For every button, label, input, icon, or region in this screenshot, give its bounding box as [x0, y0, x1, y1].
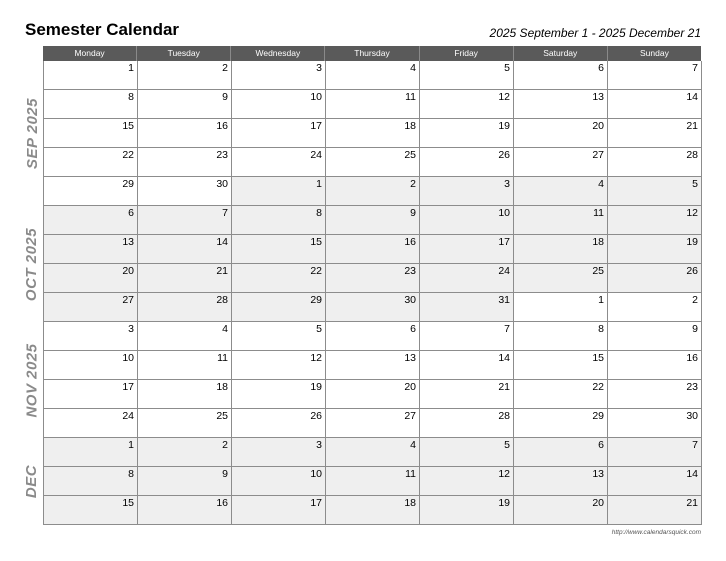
day-cell[interactable]: 24 [420, 264, 514, 293]
week-row [44, 177, 702, 206]
day-cell[interactable]: 16 [608, 351, 702, 380]
day-cell[interactable]: 1 [514, 293, 608, 322]
day-cell[interactable]: 27 [326, 409, 420, 438]
week-row [44, 235, 702, 264]
day-cell[interactable]: 4 [514, 177, 608, 206]
day-cell[interactable]: 13 [514, 467, 608, 496]
weekday-header-wednesday: Wednesday [231, 46, 325, 61]
day-cell[interactable]: 8 [44, 90, 138, 119]
day-cell[interactable]: 19 [608, 235, 702, 264]
day-cell[interactable]: 28 [608, 148, 702, 177]
month-label-text: SEP 2025 [23, 98, 41, 169]
day-cell[interactable]: 30 [608, 409, 702, 438]
day-cell[interactable]: 10 [420, 206, 514, 235]
day-cell[interactable]: 9 [138, 90, 232, 119]
day-cell[interactable]: 17 [44, 380, 138, 409]
day-cell[interactable]: 15 [514, 351, 608, 380]
day-cell[interactable]: 3 [232, 61, 326, 90]
week-row [44, 206, 702, 235]
day-cell[interactable]: 14 [608, 90, 702, 119]
month-label-text: DEC [23, 464, 41, 499]
date-range: 2025 September 1 - 2025 December 21 [489, 26, 701, 40]
month-label-text: NOV 2025 [23, 342, 41, 418]
week-row [44, 409, 702, 438]
day-cell[interactable]: 9 [326, 206, 420, 235]
day-cell[interactable]: 19 [420, 119, 514, 148]
day-cell[interactable]: 6 [326, 322, 420, 351]
week-row [44, 351, 702, 380]
week-row [44, 293, 702, 322]
weekday-header-thursday: Thursday [325, 46, 419, 61]
day-cell[interactable]: 6 [514, 438, 608, 467]
day-cell[interactable]: 12 [232, 351, 326, 380]
day-cell[interactable]: 8 [514, 322, 608, 351]
day-cell[interactable]: 8 [44, 467, 138, 496]
day-cell[interactable]: 23 [326, 264, 420, 293]
day-cell[interactable]: 17 [420, 235, 514, 264]
week-row [44, 90, 702, 119]
day-cell[interactable]: 18 [138, 380, 232, 409]
day-cell[interactable]: 15 [44, 119, 138, 148]
day-cell[interactable]: 29 [514, 409, 608, 438]
day-cell[interactable]: 2 [138, 61, 232, 90]
day-cell[interactable]: 4 [138, 322, 232, 351]
day-cell[interactable]: 2 [608, 293, 702, 322]
day-cell[interactable]: 25 [138, 409, 232, 438]
month-label-text: OCT 2025 [23, 227, 41, 301]
day-cell[interactable]: 1 [44, 61, 138, 90]
day-cell[interactable]: 15 [44, 496, 138, 525]
day-cell[interactable]: 23 [608, 380, 702, 409]
day-cell[interactable]: 20 [514, 496, 608, 525]
day-cell[interactable]: 5 [420, 61, 514, 90]
day-cell[interactable]: 16 [138, 496, 232, 525]
day-cell[interactable]: 11 [514, 206, 608, 235]
day-cell[interactable]: 25 [514, 264, 608, 293]
footer-link[interactable]: http://www.calendarsquick.com [611, 529, 701, 536]
day-cell[interactable]: 14 [138, 235, 232, 264]
week-row [44, 61, 702, 90]
day-cell[interactable]: 12 [420, 467, 514, 496]
day-cell[interactable]: 9 [138, 467, 232, 496]
day-cell[interactable]: 21 [138, 264, 232, 293]
day-cell[interactable]: 3 [232, 438, 326, 467]
day-cell[interactable]: 12 [608, 206, 702, 235]
weekday-header [43, 46, 701, 61]
calendar-grid [43, 61, 702, 525]
day-cell[interactable]: 21 [608, 119, 702, 148]
day-cell[interactable]: 10 [232, 90, 326, 119]
week-row [44, 119, 702, 148]
day-cell[interactable]: 22 [232, 264, 326, 293]
day-cell[interactable]: 20 [514, 119, 608, 148]
day-cell[interactable]: 27 [514, 148, 608, 177]
weekday-header-monday: Monday [43, 46, 137, 61]
day-cell[interactable]: 13 [44, 235, 138, 264]
day-cell[interactable]: 10 [232, 467, 326, 496]
day-cell[interactable]: 24 [232, 148, 326, 177]
day-cell[interactable]: 6 [514, 61, 608, 90]
weekday-header-sunday: Sunday [639, 48, 669, 58]
day-cell[interactable]: 17 [232, 119, 326, 148]
day-cell[interactable]: 22 [514, 380, 608, 409]
day-cell[interactable]: 5 [608, 177, 702, 206]
day-cell[interactable]: 23 [138, 148, 232, 177]
week-row [44, 467, 702, 496]
day-cell[interactable]: 2 [326, 177, 420, 206]
day-cell[interactable]: 11 [138, 351, 232, 380]
day-cell[interactable]: 14 [608, 467, 702, 496]
week-row [44, 496, 702, 525]
day-cell[interactable]: 13 [514, 90, 608, 119]
day-cell[interactable]: 22 [44, 148, 138, 177]
day-cell[interactable]: 10 [44, 351, 138, 380]
day-cell[interactable]: 30 [326, 293, 420, 322]
day-cell[interactable]: 28 [420, 409, 514, 438]
day-cell[interactable]: 18 [326, 119, 420, 148]
week-row [44, 380, 702, 409]
weekday-header-saturday: Saturday [514, 46, 608, 61]
day-cell[interactable]: 13 [326, 351, 420, 380]
day-cell[interactable]: 17 [232, 496, 326, 525]
day-cell[interactable]: 29 [232, 293, 326, 322]
day-cell[interactable]: 31 [420, 293, 514, 322]
day-cell[interactable]: 7 [608, 61, 702, 90]
day-cell[interactable]: 24 [44, 409, 138, 438]
day-cell[interactable]: 21 [420, 380, 514, 409]
day-cell[interactable]: 19 [420, 496, 514, 525]
day-cell[interactable]: 12 [420, 90, 514, 119]
day-cell[interactable]: 3 [420, 177, 514, 206]
week-row [44, 148, 702, 177]
day-cell[interactable]: 28 [138, 293, 232, 322]
day-cell[interactable]: 6 [44, 206, 138, 235]
month-label [22, 206, 42, 322]
weekday-header-tuesday: Tuesday [137, 46, 231, 61]
day-cell[interactable]: 3 [44, 322, 138, 351]
day-cell[interactable]: 5 [420, 438, 514, 467]
day-cell[interactable]: 26 [232, 409, 326, 438]
page-title: Semester Calendar [25, 20, 180, 39]
day-cell[interactable]: 18 [514, 235, 608, 264]
day-cell[interactable]: 14 [420, 351, 514, 380]
day-cell[interactable]: 30 [138, 177, 232, 206]
month-label [22, 438, 42, 525]
day-cell[interactable]: 2 [138, 438, 232, 467]
day-cell[interactable]: 7 [608, 438, 702, 467]
day-cell[interactable]: 4 [326, 438, 420, 467]
day-cell[interactable]: 15 [232, 235, 326, 264]
day-cell[interactable]: 29 [44, 177, 138, 206]
day-cell[interactable]: 11 [326, 90, 420, 119]
day-cell[interactable]: 26 [608, 264, 702, 293]
day-cell[interactable]: 16 [138, 119, 232, 148]
day-cell[interactable]: 1 [232, 177, 326, 206]
day-cell[interactable]: 11 [326, 467, 420, 496]
month-label [22, 322, 42, 438]
day-cell[interactable]: 7 [420, 322, 514, 351]
day-cell[interactable]: 16 [326, 235, 420, 264]
weekday-header-friday: Friday [420, 46, 514, 61]
day-cell[interactable]: 20 [44, 264, 138, 293]
day-cell[interactable]: 25 [326, 148, 420, 177]
day-cell[interactable]: 27 [44, 293, 138, 322]
day-cell[interactable]: 7 [138, 206, 232, 235]
day-cell[interactable]: 4 [326, 61, 420, 90]
month-label [22, 61, 42, 206]
day-cell[interactable]: 20 [326, 380, 420, 409]
day-cell[interactable]: 5 [232, 322, 326, 351]
day-cell[interactable]: 19 [232, 380, 326, 409]
day-cell[interactable]: 26 [420, 148, 514, 177]
day-cell[interactable]: 9 [608, 322, 702, 351]
week-row [44, 264, 702, 293]
day-cell[interactable]: 1 [44, 438, 138, 467]
week-row [44, 438, 702, 467]
week-row [44, 322, 702, 351]
day-cell[interactable]: 21 [608, 496, 702, 525]
day-cell[interactable]: 18 [326, 496, 420, 525]
day-cell[interactable]: 8 [232, 206, 326, 235]
